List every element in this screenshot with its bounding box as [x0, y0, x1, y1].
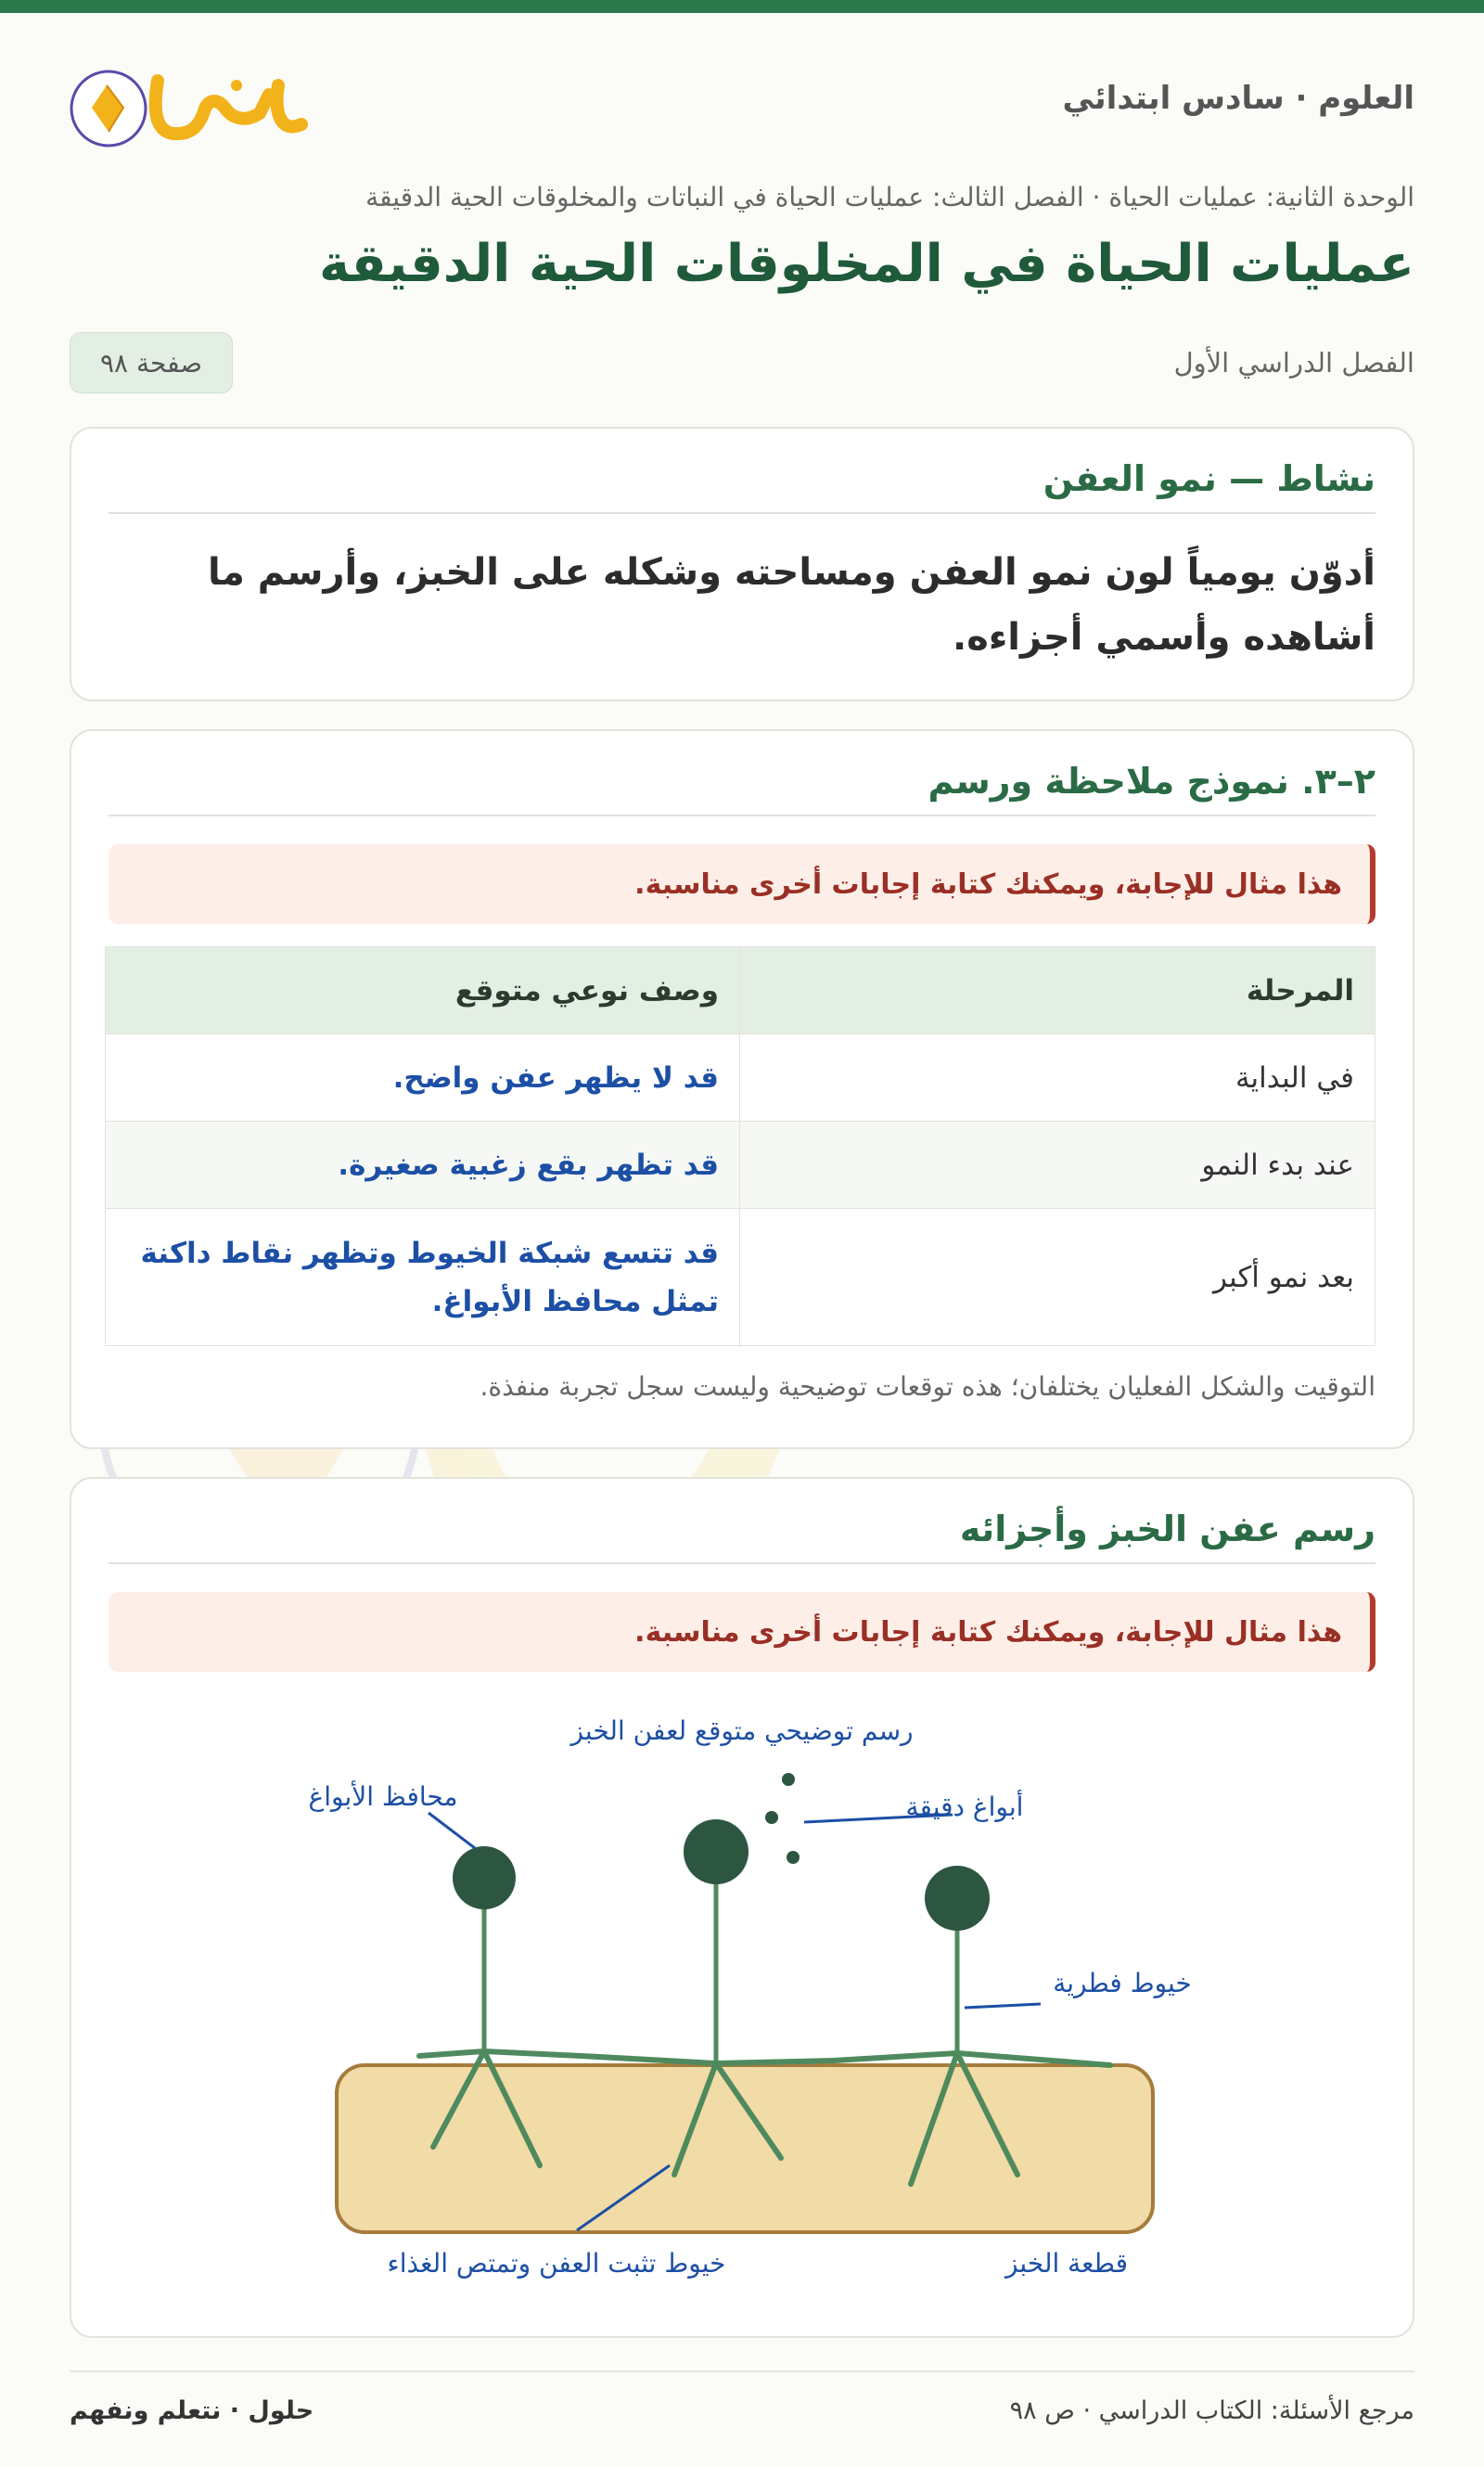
- column-header-stage: المرحلة: [740, 947, 1375, 1034]
- table-row: [106, 1209, 1375, 1346]
- sporangiophores: [484, 1869, 957, 2063]
- page-header: [67, 58, 1414, 160]
- subject-title: العلوم · سادس ابتدائي: [1062, 80, 1414, 117]
- description-cell: قد لا يظهر عفن واضح.: [106, 1034, 740, 1122]
- top-accent-bar: [0, 0, 1484, 13]
- table-row: [106, 1122, 1375, 1209]
- description-cell: قد تتسع شبكة الخيوط وتظهر نقاط داكنة تمثل محافظ الأبواغ.: [106, 1209, 740, 1346]
- label-hyphae: خيوط فطرية: [1053, 1968, 1192, 1998]
- surface-hyphae: [419, 2051, 1110, 2065]
- label-rhizoids: خيوط تثبت العفن وتمتص الغذاء: [387, 2248, 726, 2279]
- answer-example-notice: هذا مثال للإجابة، ويمكنك كتابة إجابات أخرى مناسبة.: [109, 1592, 1375, 1672]
- bread-piece: [337, 2065, 1153, 2232]
- table-note: التوقيت والشكل الفعليان يختلفان؛ هذه توقعات توضيحية وليست سجل تجربة منفذة.: [480, 1371, 1375, 1402]
- model-title: ٢–٣. نموذج ملاحظة ورسم: [109, 757, 1375, 816]
- page-title: عمليات الحياة في المخلوقات الحية الدقيقة: [319, 234, 1414, 294]
- label-bread: قطعة الخبز: [1004, 2248, 1129, 2279]
- spore: [765, 1811, 778, 1824]
- label-spores: أبواغ دقيقة: [905, 1792, 1024, 1822]
- bread-mold-diagram: [71, 1479, 1413, 2336]
- sporangium: [684, 1819, 748, 1884]
- stage-cell: بعد نمو أكبر: [740, 1209, 1375, 1346]
- observation-model-card: [70, 729, 1414, 1449]
- breadcrumb: الوحدة الثانية: عمليات الحياة · الفصل الثالث: عمليات الحياة في النباتات والمخلوقات الحية الدقيقة: [365, 182, 1414, 212]
- description-cell: قد تظهر بقع زغبية صغيرة.: [106, 1122, 740, 1209]
- spore: [787, 1851, 800, 1864]
- observation-table: [105, 946, 1375, 1346]
- page-number-badge: صفحة ٩٨: [70, 332, 233, 393]
- spore: [782, 1773, 795, 1786]
- table-row: [106, 1034, 1375, 1122]
- drawing-title: رسم عفن الخبز وأجزائه: [109, 1505, 1375, 1564]
- semester-label: الفصل الدراسي الأول: [1173, 347, 1414, 379]
- diagram-caption: رسم توضيحي متوقع لعفن الخبز: [570, 1715, 914, 1746]
- activity-title: نشاط — نمو العفن: [109, 455, 1375, 514]
- column-header-description: وصف نوعي متوقع: [106, 947, 740, 1034]
- activity-text: أدوّن يومياً لون نمو العفن ومساحته وشكله على الخبز، وأرسم ما أشاهده وأسمي أجزاءه.: [208, 551, 1375, 659]
- table-header-row: [106, 947, 1375, 1034]
- footer-brand: حلول · نتعلم ونفهم: [70, 2396, 314, 2425]
- stage-cell: في البداية: [740, 1034, 1375, 1122]
- drawing-card: [70, 1477, 1414, 2338]
- answer-example-notice: هذا مثال للإجابة، ويمكنك كتابة إجابات أخرى مناسبة.: [109, 844, 1375, 924]
- sporangium: [453, 1846, 516, 1909]
- stage-cell: عند بدء النمو: [740, 1122, 1375, 1209]
- footer-reference: مرجع الأسئلة: الكتاب الدراسي · ص ٩٨: [1009, 2396, 1414, 2425]
- label-sporangia: محافظ الأبواغ: [308, 1781, 458, 1812]
- footer-divider: [70, 2370, 1414, 2372]
- sporangium: [925, 1866, 990, 1931]
- activity-card: [70, 427, 1414, 701]
- hulul-logo[interactable]: [67, 67, 320, 150]
- logo-text: حلول: [67, 67, 70, 68]
